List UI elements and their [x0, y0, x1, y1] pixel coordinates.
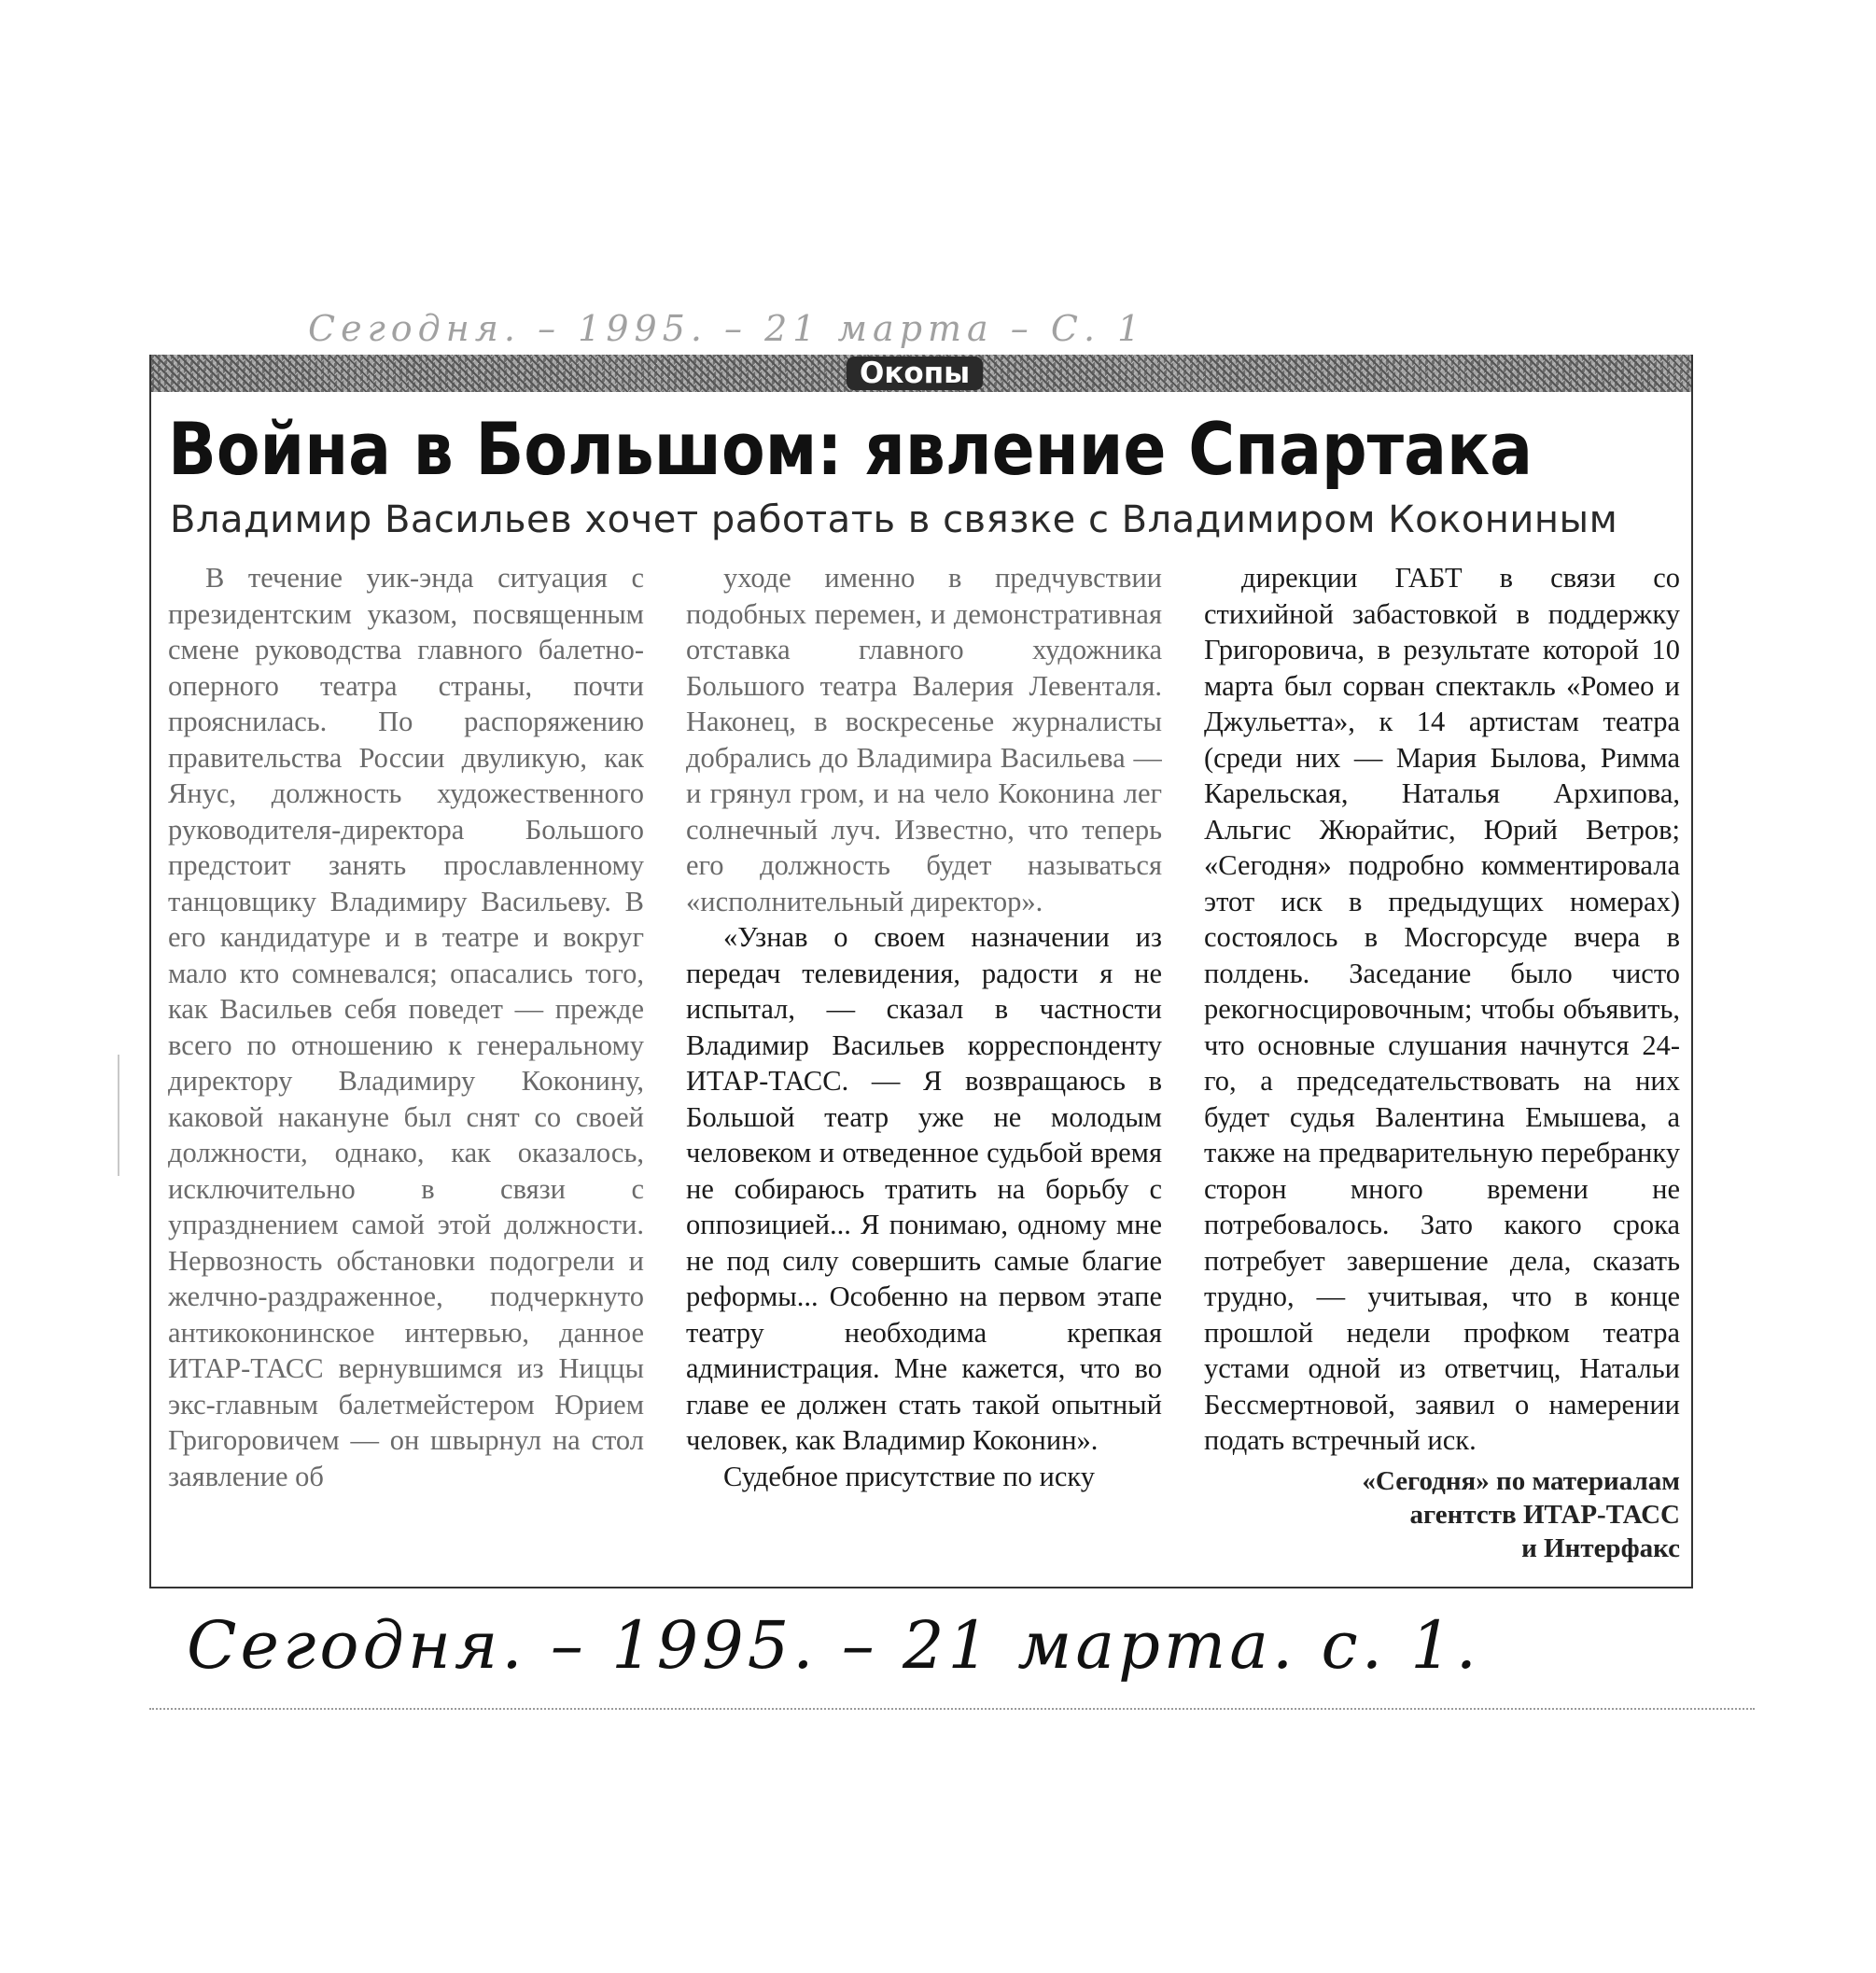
text-column-3: [1204, 560, 1680, 1568]
paragraph: «Узнав о своем назначении из передач телевидения, радости я не испытал, — сказал в частности Владимир Васильев корреспонденту ИТАР-ТАСС. — Я возвращаюсь в Большой театр уже не молодым человеком и отведенное судьбой время не собираюсь тратить на борьбу с оппозицией... Я понимаю, одному мне не под силу совершить самые благие реформы... Особенно на первом этапе театру необходима крепкая администрация. Мне кажется, что во главе ее должен стать такой опытный человек, как Владимир Коконин».: [686, 921, 1162, 1456]
paragraph: уходе именно в предчувствии подобных перемен, и демонстративная отставка главного художника Большого театра Валерия Левенталя. Наконец, в воскресенье журналисты добрались до Владимира Васильева — и грянул гром, и на чело Коконина лег солнечный луч. Известно, что теперь его должность будет называться «исполнительный директор».: [686, 562, 1162, 917]
paragraph: В течение уик-энда ситуация с президентским указом, посвященным смене руководства главного балетно-оперного театра страны, почти прояснилась. По распоряжению правительства России двуликую, как Янус, должность художественного руководителя-директора Большого предстоит занять прославленному танцовщику Владимиру Васильеву. В его кандидатуре и в театре и вокруг мало кто сомневался; опасались того, как Васильев себя поведет — прежде всего по отношению к генеральному директору Владимиру Коконину, каковой накануне был снят со своей должности, однако, как оказалось, исключительно в связи с упразднением самой этой должности. Нервозность обстановки подогрели и желчно-раздраженное, подчеркнуто антикоконинское интервью, данное ИТАР-ТАСС вернувшимся из Ниццы экс-главным балетмейстером Юрием Григоровичем — он швырнул на стол заявление об: [168, 562, 644, 1492]
binding-mark: [118, 1055, 119, 1176]
text-column-2: [686, 560, 1162, 1568]
headline: Война в Большом: явление Спартака: [168, 408, 1533, 493]
signoff-line: «Сегодня» по материалам: [1362, 1465, 1680, 1496]
pencil-rule: [149, 1708, 1755, 1710]
rubric-label: Окопы: [847, 357, 983, 390]
paragraph: Судебное присутствие по иску: [723, 1460, 1096, 1492]
signoff-line: агентств ИТАР-ТАСС: [1409, 1499, 1680, 1530]
rubric-band: [151, 355, 1691, 392]
paragraph: дирекции ГАБТ в связи со стихийной забастовкой в поддержку Григоровича, в результате которой 10 марта был сорван спектакль «Ромео и Джульетта», к 14 артистам театра (среди них — Мария Былова, Римма Карельская, Наталья Архипова, Альгис Жюрайтис, Юрий Ветров; «Сегодня» подробно комментировала этот иск в предыдущих номерах) состоялось в Мосгорсуде вчера в полдень. Заседание было чисто рекогносцировочным; чтобы объявить, что основные слушания начнутся 24-го, а председательствовать на них будет судья Валентина Емышева, а также на предварительную перебранку сторон много времени не потребовалось. Зато какого срока потребует завершение дела, сказать трудно, — учитывая, что в конце прошлой недели профком театра устами одной из ответчиц, Натальи Бессмертновой, заявил о намерении подать встречный иск.: [1204, 562, 1680, 1456]
newspaper-clipping: [149, 355, 1693, 1588]
text-column-1: [168, 560, 644, 1568]
article-signoff: [1204, 1464, 1680, 1565]
article-body: [151, 560, 1691, 1568]
faded-handwritten-annotation: Сегодня. – 1995. – 21 марта – С. 1: [308, 308, 1146, 349]
subheadline: Владимир Васильев хочет работать в связке с Владимиром Кокониным: [170, 498, 1618, 541]
handwritten-source-note: Сегодня. – 1995. – 21 марта. с. 1.: [187, 1607, 1480, 1684]
signoff-line: и Интерфакс: [1521, 1532, 1680, 1563]
